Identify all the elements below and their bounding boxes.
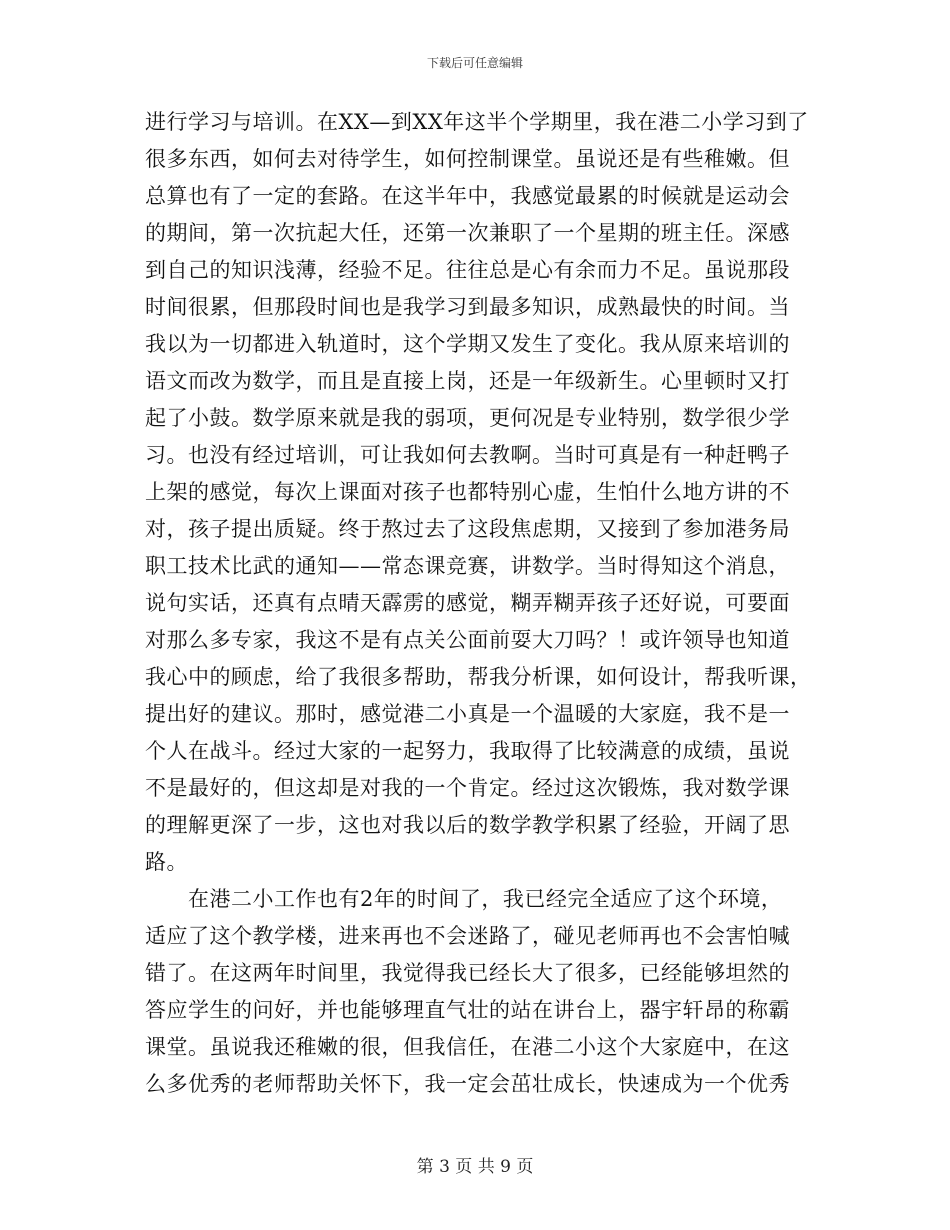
text-line: 么多优秀的老师帮助关怀下，我一定会茁壮成长，快速成为一个优秀	[145, 1072, 790, 1096]
text-line: 起了小鼓。数学原来就是我的弱项，更何况是专业特别，数学很少学	[145, 406, 790, 430]
text-line: 很多东西，如何去对待学生，如何控制课堂。虽说还是有些稚嫩。但	[145, 147, 790, 171]
text-line: 适应了这个教学楼，进来再也不会迷路了，碰见老师再也不会害怕喊	[145, 924, 790, 948]
text-line: 个人在战斗。经过大家的一起努力，我取得了比较满意的成绩，虽说	[145, 739, 790, 763]
text-line: 课堂。虽说我还稚嫩的很，但我信任，在港二小这个大家庭中，在这	[145, 1035, 790, 1059]
text-line: 的期间，第一次抗起大任，还第一次兼职了一个星期的班主任。深感	[145, 221, 790, 245]
text-line: 习。也没有经过培训，可让我如何去教啊。当时可真是有一种赶鸭子	[145, 443, 790, 467]
text-line: 我以为一切都进入轨道时，这个学期又发生了变化。我从原来培训的	[145, 332, 790, 356]
text-line: 说句实话，还真有点晴天霹雳的感觉，糊弄糊弄孩子还好说，可要面	[145, 591, 790, 615]
text-line: 路。	[145, 850, 188, 874]
text-line: 我心中的顾虑，给了我很多帮助，帮我分析课，如何设计，帮我听课，	[145, 665, 812, 689]
text-line: 职工技术比武的通知——常态课竞赛，讲数学。当时得知这个消息，	[145, 554, 790, 578]
text-line: 时间很累，但那段时间也是我学习到最多知识，成熟最快的时间。当	[145, 295, 790, 319]
text-line: 语文而改为数学，而且是直接上岗，还是一年级新生。心里顿时又打	[145, 369, 790, 393]
text-line: 总算也有了一定的套路。在这半年中，我感觉最累的时候就是运动会	[145, 184, 790, 208]
text-line: 错了。在这两年时间里，我觉得我已经长大了很多，已经能够坦然的	[145, 961, 790, 985]
text-line: 进行学习与培训。在XX—到XX年这半个学期里，我在港二小学习到了	[145, 110, 809, 134]
document-body	[145, 104, 815, 1103]
page-footer: 第 3 页 共 9 页	[416, 1157, 534, 1177]
text-line: 的理解更深了一步，这也对我以后的数学教学积累了经验，开阔了思	[145, 813, 790, 837]
text-line: 不是最好的，但这却是对我的一个肯定。经过这次锻炼，我对数学课	[145, 776, 790, 800]
text-line: 提出好的建议。那时，感觉港二小真是一个温暖的大家庭，我不是一	[145, 702, 790, 726]
text-line: 上架的感觉，每次上课面对孩子也都特别心虚，生怕什么地方讲的不	[145, 480, 790, 504]
text-line: 到自己的知识浅薄，经验不足。往往总是心有余而力不足。虽说那段	[145, 258, 790, 282]
text-line: 对那么多专家，我这不是有点关公面前耍大刀吗？！或许领导也知道	[145, 628, 790, 652]
text-line: 对，孩子提出质疑。终于熬过去了这段焦虑期，又接到了参加港务局	[145, 517, 790, 541]
page-header: 下载后可任意编辑	[426, 56, 523, 70]
text-line: 答应学生的问好，并也能够理直气壮的站在讲台上，器宇轩昂的称霸	[145, 998, 790, 1022]
text-line: 在港二小工作也有2年的时间了，我已经完全适应了这个环境，	[145, 887, 783, 911]
